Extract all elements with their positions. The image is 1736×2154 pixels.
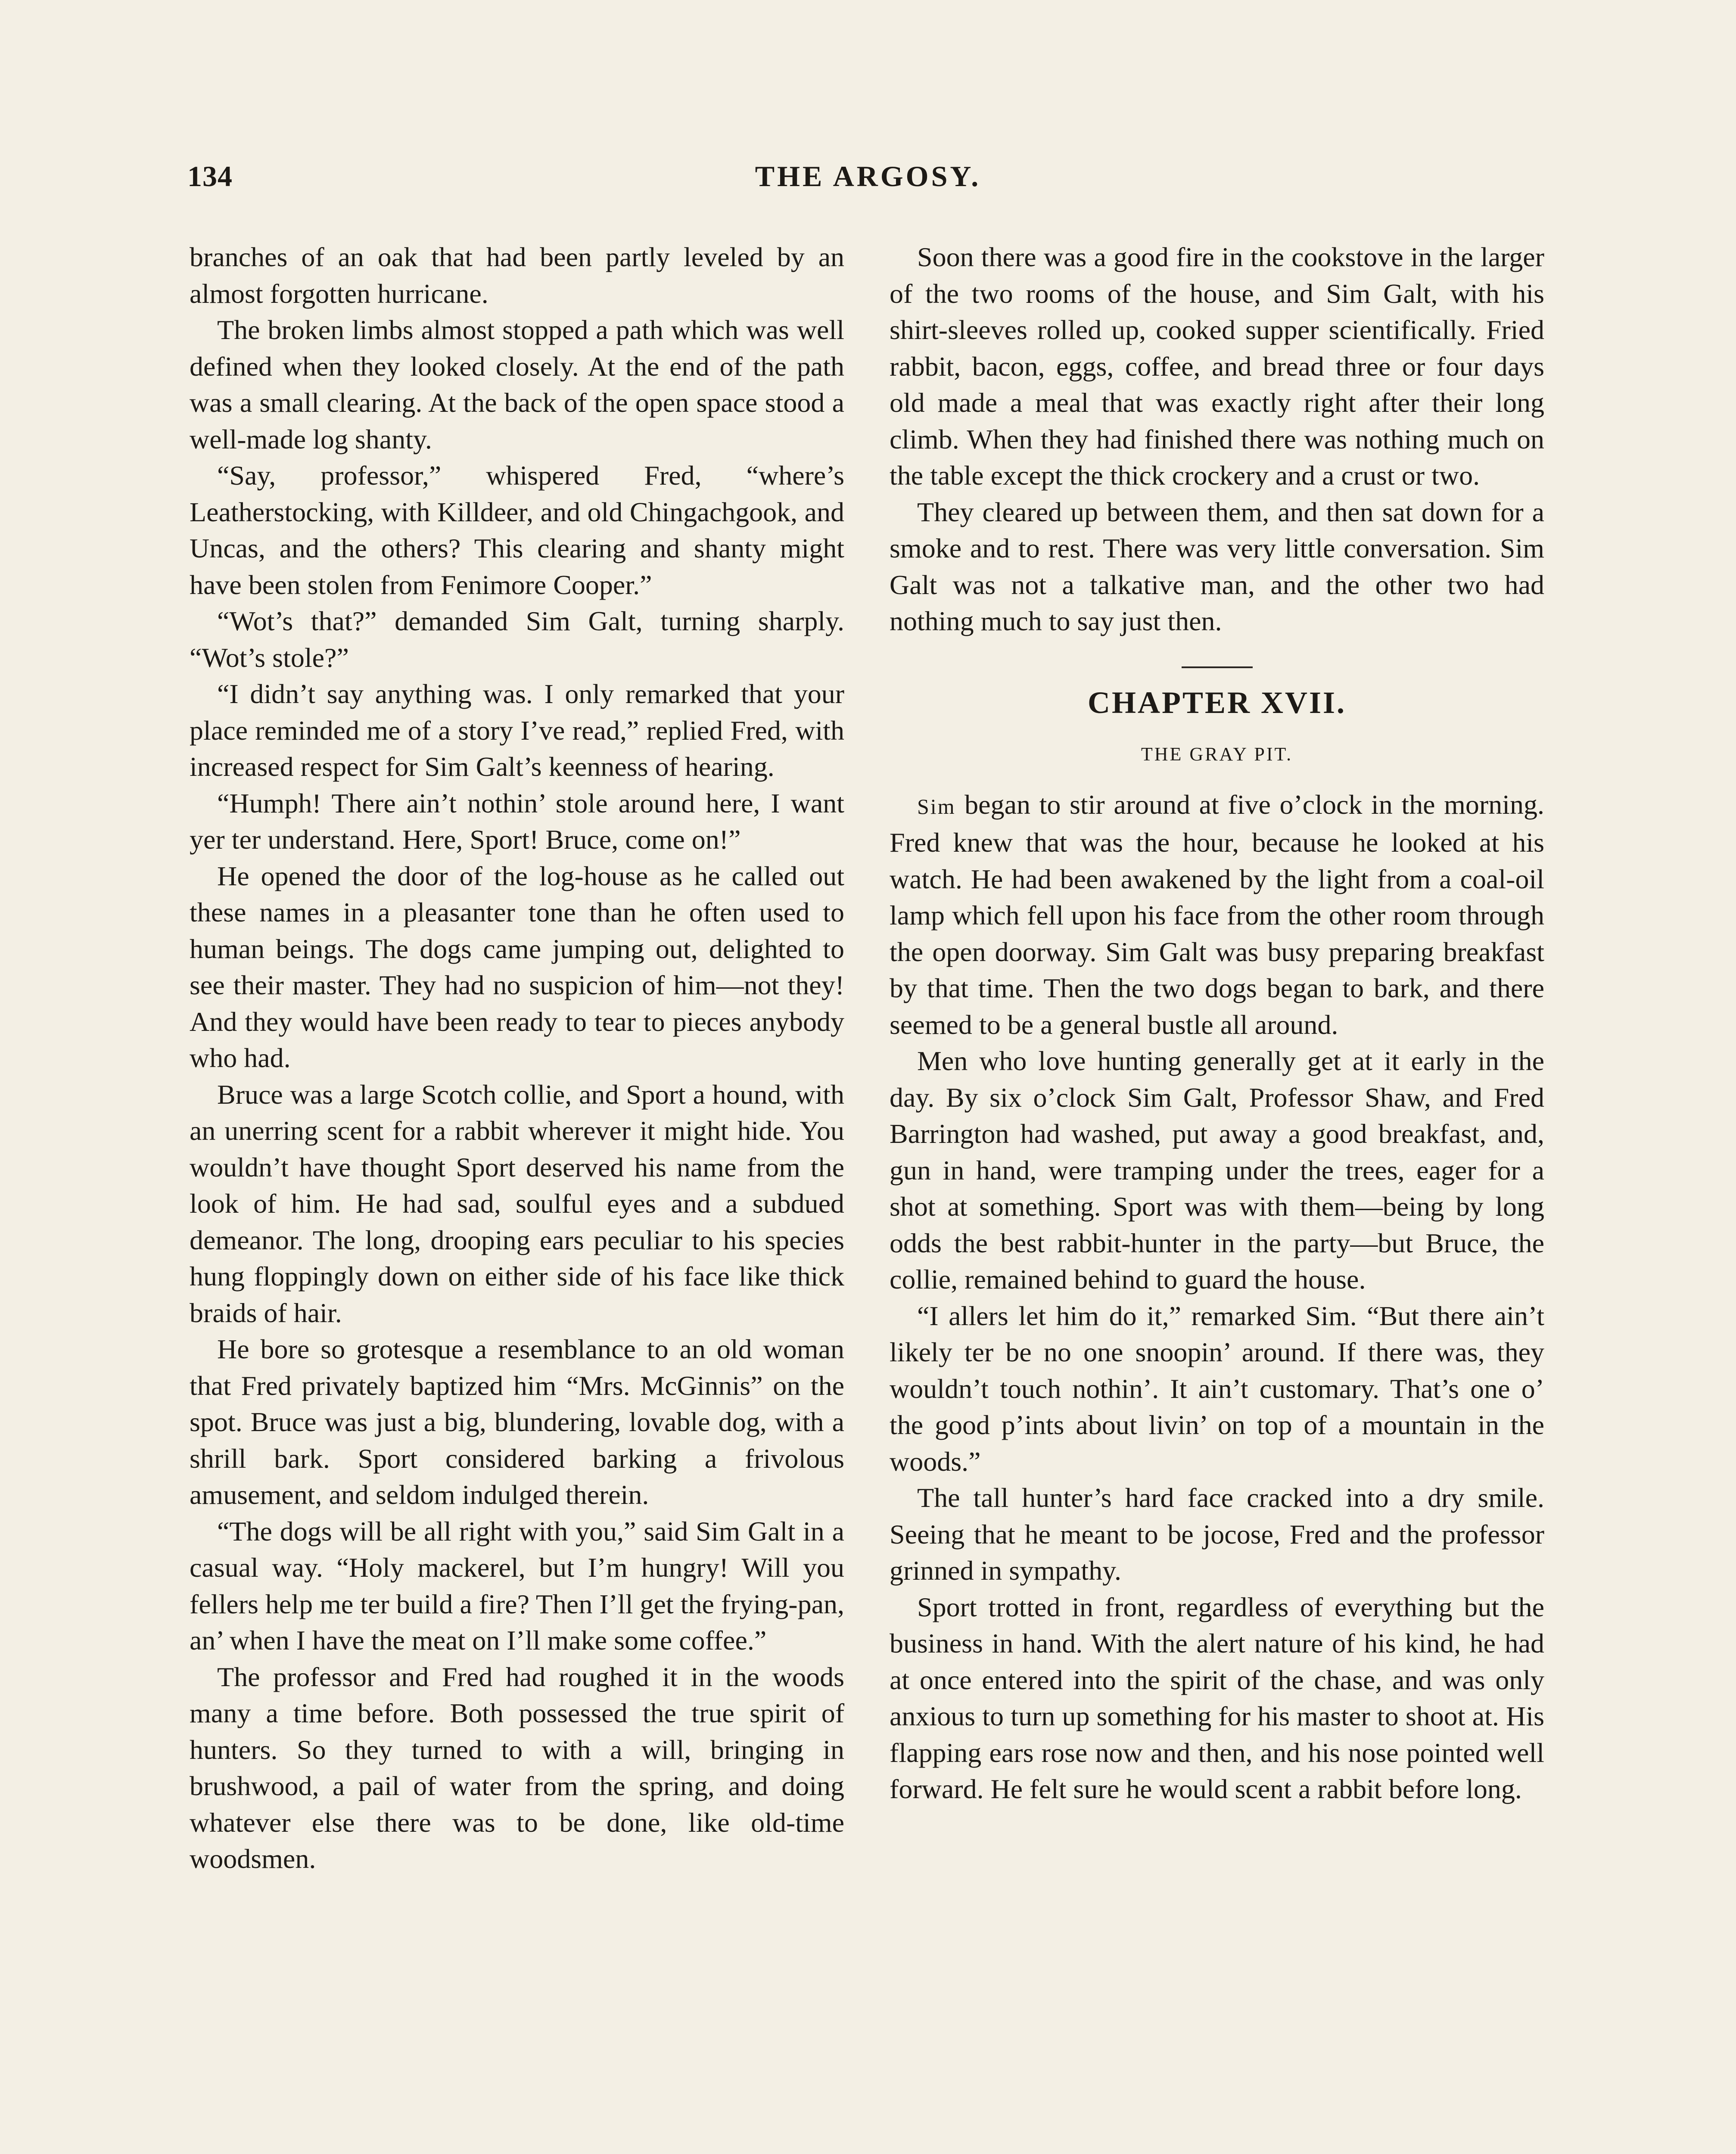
paragraph: “I allers let him do it,” remarked Sim. “But there ain’t likely ter be no one snoopin’ around. If there was, they wouldn’t touch nothin’. It ain’t customary. That’s one o’ the good p’ints about livin’ on top of a mountain in the woods.” (890, 1300, 1544, 1477)
paragraph: Men who love hunting generally get at it early in the day. By six o’clock Sim Galt, Professor Shaw, and Fred Barrington had washed, put away a good breakfast, and, gun in hand, were tramping under the trees, eager for a shot at something. Sport was with them—being by long odds the best rabbit-hunter in the party—but Bruce, the collie, remained behind to guard the house. (890, 1046, 1544, 1295)
chapter-divider (1182, 666, 1253, 668)
opening-small-caps: Sim (917, 794, 956, 819)
paragraph: Bruce was a large Scotch collie, and Sport a hound, with an unerring scent for a rabbit wherever it might hide. You wouldn’t have thought Sport deserved his name from the look of him. He had sad, soulful eyes and a subdued demeanor. The long, drooping ears peculiar to his species hung floppingly down on either side of his face like thick braids of hair. (190, 1079, 844, 1328)
paragraph: “Say, professor,” whispered Fred, “where’s Leatherstocking, with Killdeer, and old Chingachgook, and Uncas, and the others? This clearing and shanty might have been stolen from Fenimore Cooper.” (190, 460, 844, 600)
paragraph: Soon there was a good fire in the cookstove in the larger of the two rooms of the house, and Sim Galt, with his shirt-sleeves rolled up, cooked supper scientifically. Fried rabbit, bacon, eggs, coffee, and bread three or four days old made a meal that was exactly right after their long climb. When they had finished there was nothing much on the table except the thick crockery and a crust or two. (890, 242, 1544, 491)
left-column (190, 239, 844, 1877)
paragraph: He bore so grotesque a resemblance to an old woman that Fred privately baptized him “Mrs. McGinnis” on the spot. Bruce was just a big, blundering, lovable dog, with a shrill bark. Sport considered barking a frivolous amusement, and seldom indulged therein. (190, 1334, 844, 1510)
paragraph: Sport trotted in front, regardless of everything but the business in hand. With the alert nature of his kind, he had at once entered into the spirit of the chase, and was only anxious to turn up something for his master to shoot at. His flapping ears rose now and then, and his nose pointed well forward. He felt sure he would scent a rabbit before long. (890, 1591, 1544, 1804)
paragraph: The tall hunter’s hard face cracked into a dry smile. Seeing that he meant to be jocose, Fred and the professor grinned in sympathy. (890, 1482, 1544, 1586)
chapter-title: CHAPTER XVII. (1087, 685, 1347, 720)
paragraph: He opened the door of the log-house as he called out these names in a pleasanter tone than he often used to human beings. The dogs came jumping out, delighted to see their master. They had no suspicion of him—not they! And they would have been ready to tear to pieces anybody who had. (190, 860, 844, 1073)
page-header (187, 159, 1549, 207)
right-column (890, 239, 1544, 1808)
paragraph: branches of an oak that had been partly leveled by an almost forgotten hurricane. (190, 242, 844, 309)
paragraph: “Wot’s that?” demanded Sim Galt, turning sharply. “Wot’s stole?” (190, 606, 844, 673)
page-number: 134 (187, 160, 233, 193)
opening-text: began to stir around at five o’clock in the morning. Fred knew that was the hour, because he looked at his watch. He had been awakened by the light from a coal-oil lamp which fell upon his face from the other room through the open doorway. Sim Galt was busy preparing breakfast by that time. Then the two dogs began to bark, and there seemed to be a general bustle all around. (890, 789, 1544, 1040)
paragraph: The broken limbs almost stopped a path which was well defined when they looked closely. At the end of the path was a small clearing. At the back of the open space stood a well-made log shanty. (190, 314, 844, 454)
chapter-subtitle: THE GRAY PIT. (1141, 743, 1293, 765)
paragraph: “The dogs will be all right with you,” said Sim Galt in a casual way. “Holy mackerel, but I’m hungry! Will you fellers help me ter build a fire? Then I’ll get the frying-pan, an’ when I have the meat on I’ll make some coffee.” (190, 1516, 844, 1656)
chapter-opening-paragraph (890, 787, 1544, 1043)
paragraph: They cleared up between them, and then sat down for a smoke and to rest. There was very little conversation. Sim Galt was not a talkative man, and the other two had nothing much to say just then. (890, 496, 1544, 636)
running-title: THE ARGOSY. (755, 160, 981, 193)
paragraph: The professor and Fred had roughed it in the woods many a time before. Both possessed the true spirit of hunters. So they turned to with a will, bringing in brushwood, a pail of water from the spring, and doing whatever else there was to be done, like old-time woodsmen. (190, 1661, 844, 1874)
paragraph: “Humph! There ain’t nothin’ stole around here, I want yer ter understand. Here, Sport! Bruce, come on!” (190, 788, 844, 855)
paragraph: “I didn’t say anything was. I only remarked that your place reminded me of a story I’ve read,” replied Fred, with increased respect for Sim Galt’s keenness of hearing. (190, 679, 844, 782)
